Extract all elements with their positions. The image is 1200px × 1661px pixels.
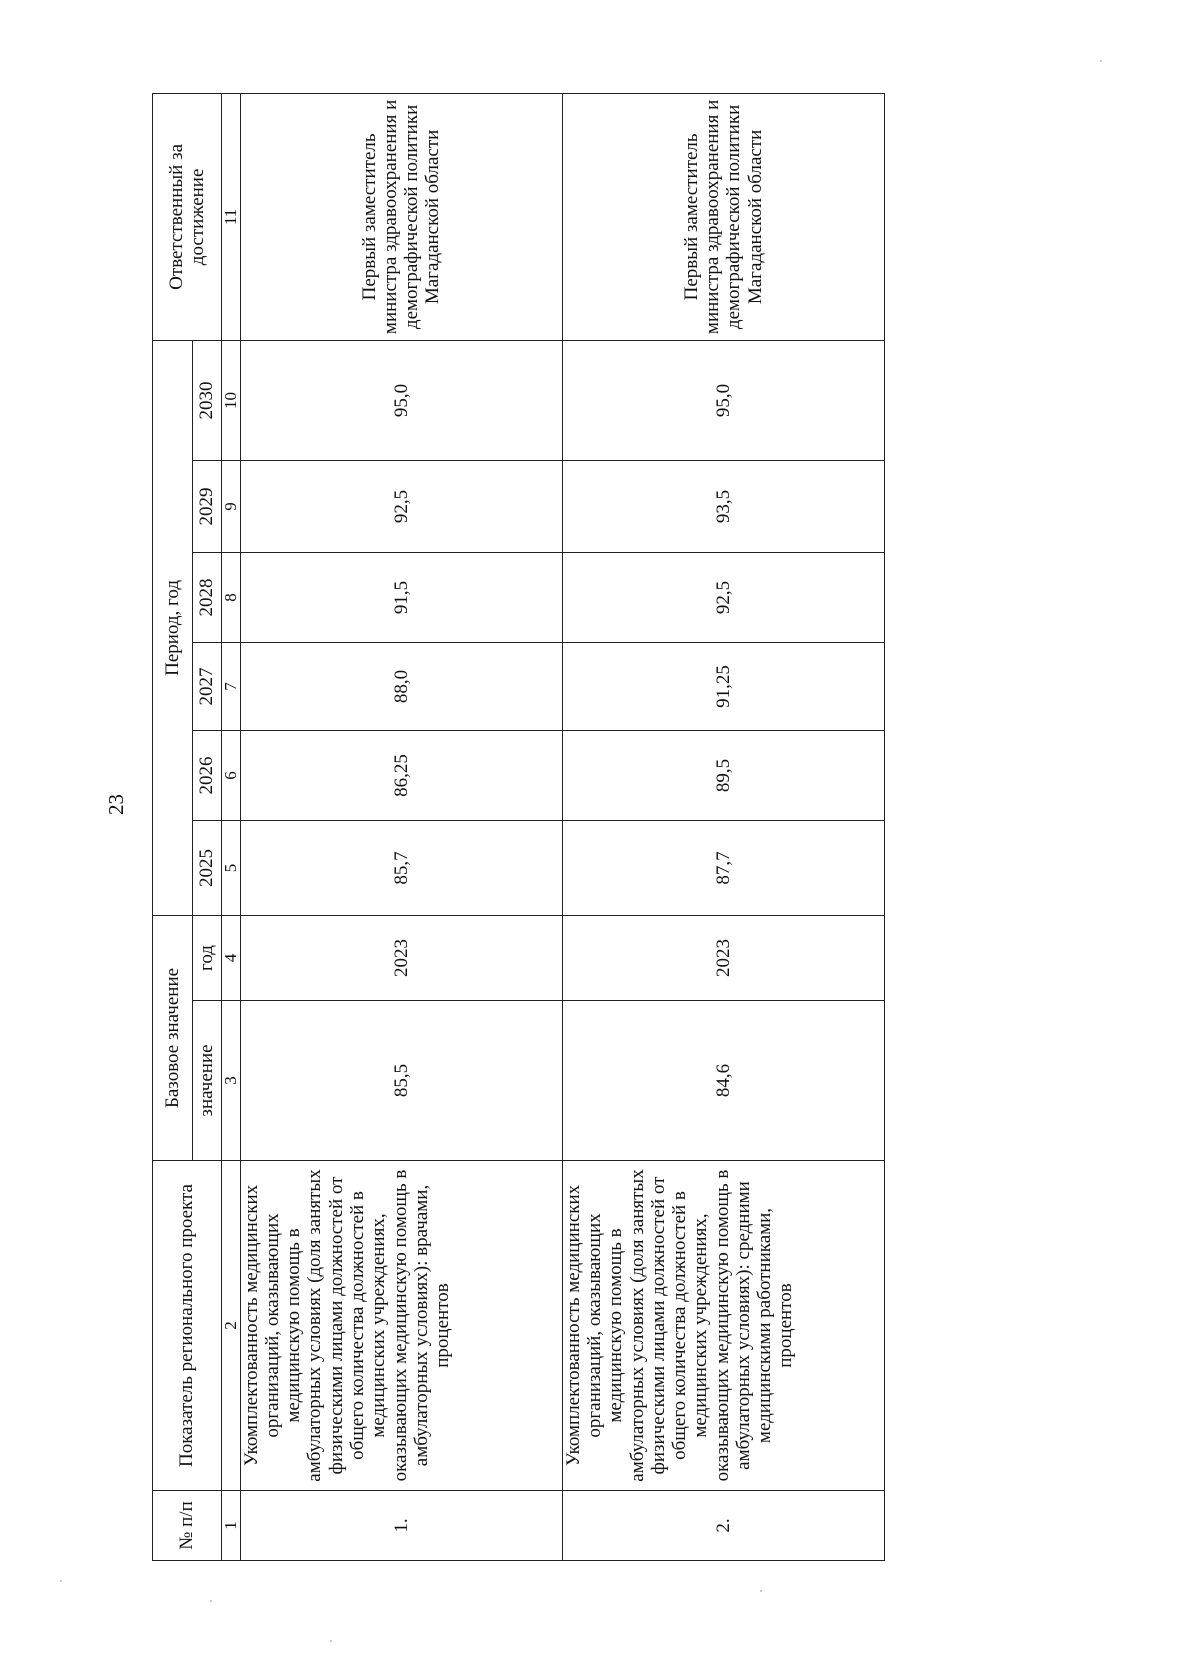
row-indicator: Укомплектованность медицинских организаций, оказывающих медицинскую помощь в амбулаторных условиях (доля занятых физическими лицами должностей от общего количества должностей в медицинских учреждениях, оказывающих медицинскую помощь в амбулаторных условиях): средними медицинскими работниками, процентов [562, 1161, 884, 1491]
header-year: 2030 [193, 340, 222, 460]
row-responsible: Первый заместитель министра здравоохранения и демографической политики Магаданской области [562, 93, 884, 340]
table-row [240, 93, 562, 1560]
row-value-2028: 91,5 [240, 552, 562, 642]
header-num: № п/п [153, 1491, 222, 1561]
row-base-year: 2023 [240, 915, 562, 1000]
row-value-2028: 92,5 [562, 552, 884, 642]
header-year: 2025 [193, 820, 222, 915]
row-num: 1. [240, 1491, 562, 1561]
row-value-2027: 91,25 [562, 642, 884, 730]
column-number: 7 [221, 642, 240, 730]
row-indicator: Укомплектованность медицинских организаций, оказывающих медицинскую помощь в амбулаторных условиях (доля занятых физическими лицами должностей от общего количества должностей в медицинских учреждениях, оказывающих медицинскую помощь в амбулаторных условиях): врачами, процентов [240, 1161, 562, 1491]
column-number: 11 [221, 93, 240, 340]
row-value-2029: 93,5 [562, 460, 884, 552]
column-number: 9 [221, 460, 240, 552]
row-value-2029: 92,5 [240, 460, 562, 552]
column-number: 8 [221, 552, 240, 642]
header-responsible: Ответственный за достижение [153, 93, 222, 340]
row-base-value: 85,5 [240, 1001, 562, 1161]
column-number: 5 [221, 820, 240, 915]
indicators-table [152, 93, 885, 1561]
row-value-2025: 87,7 [562, 820, 884, 915]
column-number: 3 [221, 1001, 240, 1161]
page-number: 23 [104, 794, 128, 815]
scan-speck [760, 1590, 762, 1592]
row-value-2025: 85,7 [240, 820, 562, 915]
column-number: 4 [221, 915, 240, 1000]
row-base-year: 2023 [562, 915, 884, 1000]
row-base-value: 84,6 [562, 1001, 884, 1161]
row-value-2030: 95,0 [562, 340, 884, 460]
table-row [562, 93, 884, 1560]
header-indicator: Показатель регионального проекта [153, 1161, 222, 1491]
row-value-2026: 89,5 [562, 730, 884, 820]
column-number-row [221, 93, 240, 1560]
row-responsible: Первый заместитель министра здравоохранения и демографической политики Магаданской области [240, 93, 562, 340]
row-num: 2. [562, 1491, 884, 1561]
header-year: 2029 [193, 460, 222, 552]
scan-speck [60, 1580, 62, 1582]
header-year: 2026 [193, 730, 222, 820]
indicators-table-container [152, 94, 885, 1561]
header-base-year: год [193, 915, 222, 1000]
column-number: 2 [221, 1161, 240, 1491]
row-value-2027: 88,0 [240, 642, 562, 730]
column-number: 6 [221, 730, 240, 820]
header-base-group: Базовое значение [153, 915, 193, 1160]
scan-speck [1100, 60, 1102, 62]
header-year: 2028 [193, 552, 222, 642]
row-value-2026: 86,25 [240, 730, 562, 820]
header-period-group: Период, год [153, 340, 193, 915]
scan-speck [210, 1600, 212, 1602]
header-base-value: значение [193, 1001, 222, 1161]
row-value-2030: 95,0 [240, 340, 562, 460]
header-year: 2027 [193, 642, 222, 730]
header-row-1 [153, 93, 193, 1560]
scan-speck [330, 1640, 332, 1642]
column-number: 10 [221, 340, 240, 460]
column-number: 1 [221, 1491, 240, 1561]
